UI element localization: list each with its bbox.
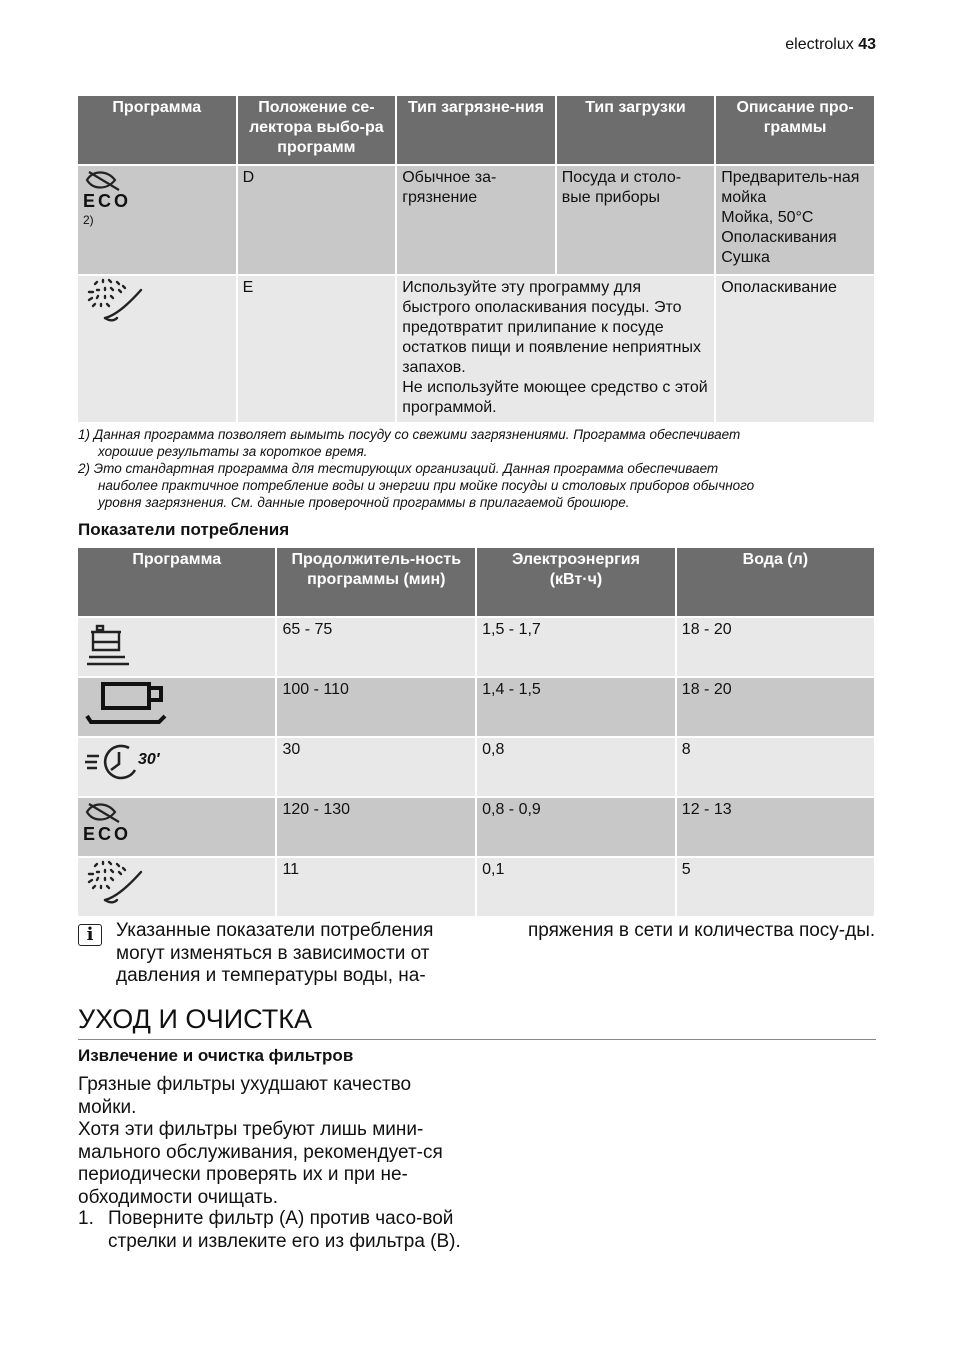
header-soil: Тип загрязне-ния (397, 96, 555, 164)
eco-leaf-icon (83, 168, 231, 192)
list-text: Поверните фильтр (A) против часо-вой стрелки и извлеките его из фильтра (B). (108, 1208, 461, 1252)
eco-label: ECO (83, 824, 132, 844)
table-row (78, 618, 874, 676)
page-number: 43 (858, 36, 876, 53)
description-line: Предваритель-ная мойка (721, 169, 860, 206)
footnote-2-cont: наиболее практичное потребление воды и энергии при мойке посуды и столовых приборов обычного (98, 478, 755, 493)
program-cell (78, 618, 275, 676)
header-program: Программа (78, 96, 236, 164)
header-duration: Продолжитель-ность программы (мин) (277, 548, 475, 616)
footnote-2: 2) Это стандартная программа для тестирующих организаций. Данная программа обеспечивает (78, 461, 719, 476)
duration-cell: 100 - 110 (277, 678, 475, 736)
section-title: УХОД И ОЧИСТКА (78, 1004, 876, 1040)
paragraph-1: Грязные фильтры ухудшают качество мойки. (78, 1074, 412, 1118)
description-cell (716, 166, 874, 274)
brand-name: electrolux (785, 36, 854, 53)
consumption-title: Показатели потребления (78, 520, 290, 539)
footnote-1: 1) Данная программа позволяет вымыть посуду со свежими загрязнениями. Программа обеспечивает (78, 427, 741, 442)
footnote-ref: 2) (83, 213, 94, 227)
footnote-2-cont2: уровня загрязнения. См. данные проверочной программы в прилагаемой брошюре. (98, 495, 630, 510)
energy-cell: 0,1 (477, 858, 675, 916)
table-row (78, 858, 874, 916)
soil-cell: Обычное за-грязнение (397, 166, 555, 274)
subsection-title: Извлечение и очистка фильтров (78, 1046, 354, 1065)
consumption-table (76, 546, 876, 918)
page-header (785, 36, 876, 54)
water-cell: 5 (677, 858, 874, 916)
paragraph-2: Хотя эти фильтры требуют лишь мини-мального обслуживания, рекомендует-ся периодически проверять их и при не-обходимости очищать. (78, 1119, 443, 1208)
rinse-hold-icon (83, 860, 270, 908)
duration-cell: 65 - 75 (277, 618, 475, 676)
program-cell (78, 798, 275, 856)
eco-leaf-icon (83, 800, 270, 824)
header-load: Тип загрузки (557, 96, 714, 164)
duration-cell: 11 (277, 858, 475, 916)
normal-cup-icon (83, 680, 270, 730)
info-note-part2: пряжения в сети и количества посу-ды. (528, 920, 876, 941)
selector-cell: E (238, 276, 396, 422)
water-cell: 12 - 13 (677, 798, 874, 856)
energy-cell: 0,8 - 0,9 (477, 798, 675, 856)
water-cell: 18 - 20 (677, 618, 874, 676)
program-table-header (78, 96, 874, 164)
rinse-hold-icon (83, 278, 231, 326)
header-energy: Электроэнергия (кВт·ч) (477, 548, 675, 616)
quick-30-icon (83, 740, 173, 784)
duration-cell: 30 (277, 738, 475, 796)
program-cell (78, 678, 275, 736)
header-water: Вода (л) (677, 548, 874, 616)
energy-cell: 0,8 (477, 738, 675, 796)
footnote-1-cont: хорошие результаты за короткое время. (98, 444, 368, 459)
water-cell: 8 (677, 738, 874, 796)
table-row (78, 678, 874, 736)
energy-cell: 1,4 - 1,5 (477, 678, 675, 736)
eco-label: ECO (83, 191, 132, 211)
info-icon: i (78, 924, 102, 946)
water-cell: 18 - 20 (677, 678, 874, 736)
quick-label: 30′ (138, 751, 160, 768)
description-line: Сушка (721, 249, 770, 266)
list-item (78, 1208, 468, 1253)
header-program: Программа (78, 548, 275, 616)
description-line: Мойка, 50°C (721, 209, 814, 226)
intensive-pot-icon (83, 620, 270, 670)
table-row (78, 166, 874, 274)
consumption-table-header (78, 548, 874, 616)
table-row (78, 798, 874, 856)
load-cell: Посуда и столо-вые приборы (557, 166, 714, 274)
description-cell: Ополаскивание (716, 276, 874, 422)
table-row (78, 738, 874, 796)
rinse-note-cell (397, 276, 714, 422)
program-table (76, 94, 876, 424)
list-number: 1. (78, 1208, 94, 1229)
rinse-note: Используйте эту программу для быстрого ополаскивания посуды. Это предотвратит прилипание к посуде остатков пищи и появление неприятных запахов. (402, 279, 701, 376)
footnotes (78, 426, 878, 511)
info-note-part1: Указанные показатели потребления могут изменяться в зависимости от давления и температуры воды, на- (116, 920, 434, 986)
table-row (78, 276, 874, 422)
program-cell (78, 276, 236, 422)
header-description: Описание про-граммы (716, 96, 874, 164)
energy-cell: 1,5 - 1,7 (477, 618, 675, 676)
rinse-note-2: Не используйте моющее средство с этой программой. (402, 379, 708, 416)
description-line: Ополаскивания (721, 229, 837, 246)
program-cell (78, 738, 275, 796)
program-cell (78, 166, 236, 274)
selector-cell: D (238, 166, 396, 274)
duration-cell: 120 - 130 (277, 798, 475, 856)
program-cell (78, 858, 275, 916)
header-selector: Положение се-лектора выбо-ра программ (238, 96, 396, 164)
